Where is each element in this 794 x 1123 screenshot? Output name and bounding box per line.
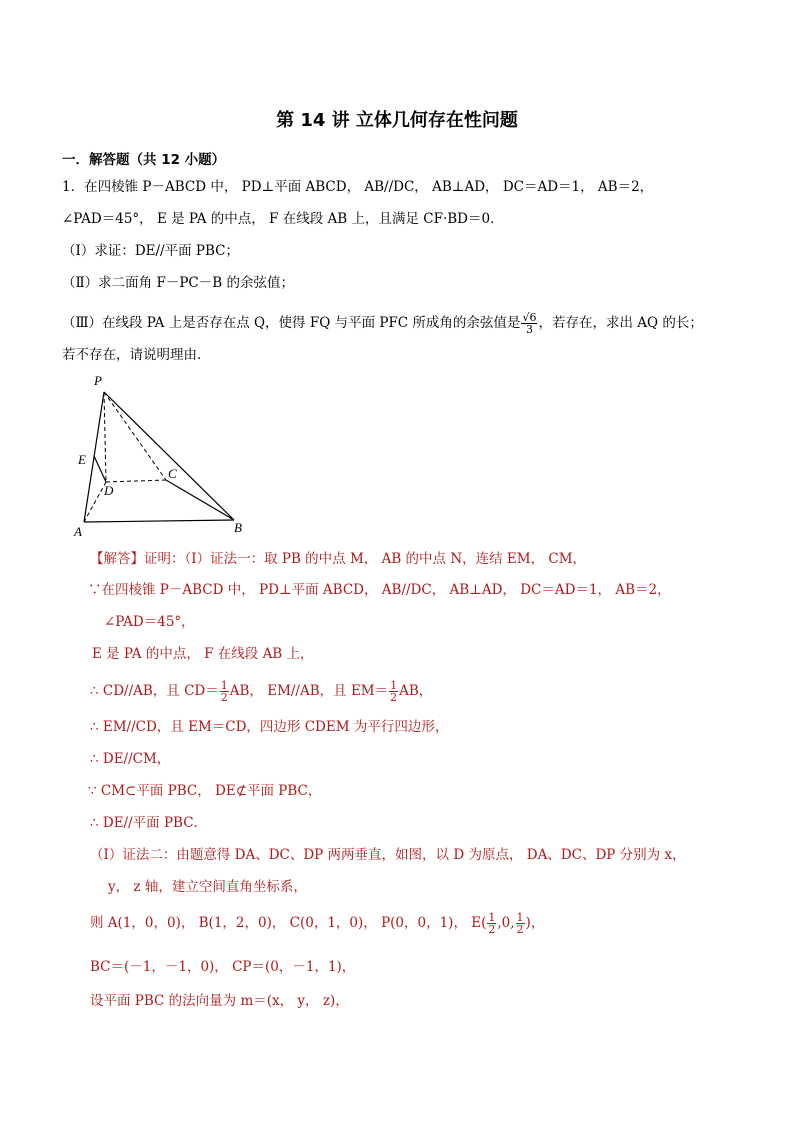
line-4-part-c: AB， (399, 683, 433, 699)
label-e: E (78, 452, 86, 467)
vectors-line: BC＝(－1，－1，0)， CP＝(0，－1，1)， (90, 959, 356, 975)
fraction-denominator: 2 (220, 691, 228, 704)
label-d: D (104, 483, 114, 498)
fraction-denominator: 2 (516, 923, 524, 936)
fraction-denominator: 2 (488, 923, 496, 936)
pyramid-figure (70, 370, 260, 540)
solution-line-6: ∴ DE//CM， (90, 751, 171, 767)
line-4-part-b: AB， EM//AB，且 EM＝ (229, 683, 389, 699)
solution-line-8: ∴ DE//平面 PBC． (90, 815, 208, 831)
label-c: C (168, 466, 177, 481)
section-heading: 一．解答题（共 12 小题） (62, 152, 226, 168)
fraction-numerator: 1 (390, 679, 398, 692)
e-x-fraction (487, 912, 496, 935)
solution-heading: 【解答】证明：（Ⅰ）证法一：取 PB 的中点 M， AB 的中点 N，连结 EM， CM， (90, 551, 587, 567)
edge-ab (84, 520, 234, 522)
edge-pd (104, 392, 106, 482)
fraction-denominator: 2 (390, 691, 398, 704)
fraction-numerator: 1 (516, 911, 524, 924)
fraction-numerator: √6 (522, 311, 537, 324)
fraction-denominator: 3 (525, 323, 533, 336)
fraction-numerator: 1 (220, 679, 228, 692)
label-p: P (94, 373, 102, 388)
solution-line-3: E 是 PA 的中点， F 在线段 AB 上， (92, 646, 314, 662)
coordinates-line (90, 912, 544, 935)
solution-line-4 (90, 680, 432, 703)
edge-pb (104, 392, 234, 520)
solution-line-7: ∵ CM⊂平面 PBC， DE⊄平面 PBC， (88, 783, 322, 799)
edge-dc (106, 480, 166, 482)
solution-line-2: ∠PAD＝45°， (104, 614, 195, 630)
problem-part-3 (62, 312, 703, 335)
line-4-part-a: ∴ CD//AB，且 CD＝ (90, 683, 219, 699)
label-b: B (234, 520, 242, 535)
solution-line-5: ∴ EM//CD，且 EM＝CD，四边形 CDEM 为平行四边形， (90, 719, 449, 735)
normal-vector-line: 设平面 PBC 的法向量为 m＝(x， y， z)， (90, 993, 349, 1009)
page-title: 第 14 讲 立体几何存在性问题 (276, 110, 518, 131)
half-fraction-1 (220, 680, 229, 703)
e-z-fraction (516, 912, 525, 935)
fraction-numerator: 1 (488, 911, 496, 924)
edge-pc (104, 392, 166, 480)
problem-line-2: ∠PAD＝45°， E 是 PA 的中点， F 在线段 AB 上，且满足 CF·BD＝0． (62, 211, 504, 227)
part-3-text-b: ，若存在，求出 AQ 的长； (538, 315, 703, 331)
problem-part-3-cont: 若不存在，请说明理由． (62, 347, 211, 363)
problem-part-2: （Ⅱ）求二面角 F－PC－B 的余弦值； (62, 275, 294, 291)
problem-part-1: （Ⅰ）求证：DE//平面 PBC； (62, 243, 239, 259)
segment-ed (94, 456, 106, 482)
coords-part-b: ,0, (497, 915, 515, 931)
method-2-line-2: y， z 轴，建立空间直角坐标系， (108, 879, 307, 895)
cosine-fraction (521, 312, 537, 335)
solution-line-1: ∵在四棱锥 P－ABCD 中， PD⊥平面 ABCD， AB//DC， AB⊥AD， DC＝AD＝1， AB＝2， (88, 582, 671, 598)
coords-part-a: 则 A(1，0，0)， B(1，2，0)， C(0，1，0)， P(0，0，1)， E( (90, 915, 487, 931)
half-fraction-2 (389, 680, 398, 703)
method-2-line-1: （Ⅰ）证法二：由题意得 DA、DC、DP 两两垂直，如图，以 D 为原点， DA、DC、DP 分别为 x， (90, 847, 686, 863)
problem-line-1: 1．在四棱锥 P－ABCD 中， PD⊥平面 ABCD， AB//DC， AB⊥AD， DC＝AD＝1， AB＝2， (62, 179, 654, 195)
part-3-text-a: （Ⅲ）在线段 PA 上是否存在点 Q，使得 FQ 与平面 PFC 所成角的余弦值是 (62, 315, 521, 331)
coords-part-c: )， (525, 915, 545, 931)
label-a: A (74, 524, 82, 539)
